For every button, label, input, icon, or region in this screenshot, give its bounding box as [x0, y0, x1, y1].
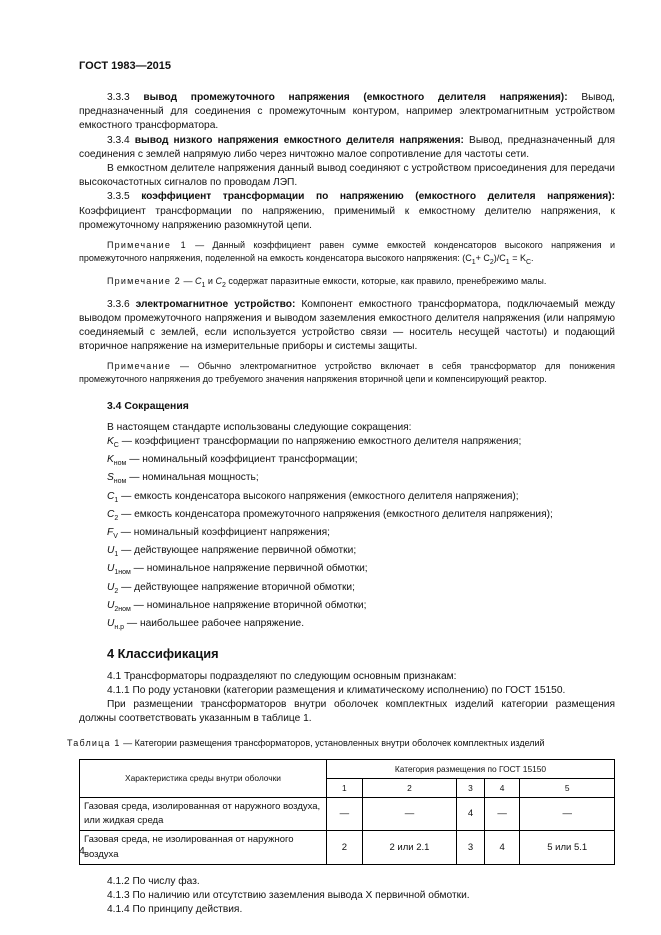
clause-4-1-2: 4.1.2 По числу фаз.: [107, 875, 200, 887]
clause-3-3-4-extra: В емкостном делителе напряжения данный вывод соединяют с устройством присоединения для передачи высокочастотных сигналов по проводам ЛЭП.: [79, 163, 615, 189]
term: коэффициент трансформации по напряжению (емкостного делителя напряжения):: [141, 191, 615, 203]
document-header: ГОСТ 1983—2015: [79, 60, 172, 72]
list-item: $C_2$ — емкость конденсатора промежуточного напряжения (емкостного делителя напряжения);: [107, 508, 553, 522]
clause-4-1-1: 4.1.1 По роду установки (категории размещения и климатическому исполнению) по ГОСТ 15150.: [107, 684, 566, 696]
group-header: Категория размещения по ГОСТ 15150: [327, 759, 615, 778]
clause-4-1-4: 4.1.4 По принципу действия.: [107, 904, 243, 916]
clause-3-3-5: 3.3.5 коэффициент трансформации по напряжению (емкостного делителя напряжения): Коэффициент трансформации по напряжению, применимый к емкостному делителю напряжения, к промежуточному напряжению разомкнутой цепи.: [79, 191, 615, 231]
page-number: 4: [79, 845, 85, 857]
clause-4-1: 4.1 Трансформаторы подразделяют по следующим основным признакам:: [107, 670, 457, 682]
table-row: Газовая среда, не изолированная от наружного воздуха 2 2 или 2.1 3 4 5 или 5.1: [80, 831, 615, 864]
note-2: Примечание 2 — $C_1$ и $C_2$ содержат паразитные емкости, которые, как правило, пренебрежимо малы.: [107, 275, 547, 289]
list-item: $K_C$ — коэффициент трансформации по напряжению емкостного делителя напряжения;: [107, 435, 522, 449]
table-row: Газовая среда, изолированная от наружного воздуха, или жидкая среда — — 4 — —: [80, 798, 615, 831]
page-body: [67, 91, 615, 917]
term: электромагнитное устройство:: [135, 298, 296, 310]
clause-3-3-3: 3.3.3 вывод промежуточного напряжения (емкостного делителя напряжения): Вывод, предназначенный для соединения с промежуточным контуром, например электромагнитным устройством емкостного трансформатора.: [79, 92, 615, 132]
clause-3-3-6: 3.3.6 электромагнитное устройство: Компонент емкостного трансформатора, подключаемый между выводом промежуточного напряжения и выводом заземления емкостного делителя напряжения (или напрямую соединяемый с землей, если используется устройство связи — носитель несущей частоты) и подающий вторичное напряжение на измерительные приборы и системы защиты.: [79, 298, 615, 353]
clause-4-1-3: 4.1.3 По наличию или отсутствию заземления вывода X первичной обмотки.: [107, 890, 470, 902]
list-item: $U_2$ — действующее напряжение вторичной обмотки;: [107, 581, 355, 595]
list-item: $F_V$ — номинальный коэффициент напряжения;: [107, 527, 330, 541]
section-heading-4: 4 Классификация: [107, 646, 219, 662]
column-header: Характеристика среды внутри оболочки: [80, 759, 327, 797]
list-item: $C_1$ — емкость конденсатора высокого напряжения (емкостного делителя напряжения);: [107, 490, 519, 504]
term: вывод промежуточного напряжения (емкостного делителя напряжения):: [143, 92, 568, 103]
term: вывод низкого напряжения емкостного делителя напряжения:: [134, 134, 464, 146]
list-item: $U_1$ — действующее напряжение первичной обмотки;: [107, 545, 357, 559]
list-item: $U_{2ном}$ — номинальное напряжение вторичной обмотки;: [107, 599, 367, 613]
section-heading-3-4: 3.4 Сокращения: [107, 401, 189, 413]
list-item: $U_{1ном}$ — номинальное напряжение первичной обмотки;: [107, 563, 368, 577]
column-header: 5: [520, 778, 615, 797]
abbreviation-list: [107, 435, 615, 636]
note-3-3-6: Примечание — Обычно электромагнитное устройство включает в себя трансформатор для понижения промежуточного напряжения до требуемого значения напряжения вторичной цепи и компенсирующий реактор.: [79, 361, 615, 385]
abbr-intro: В настоящем стандарте использованы следующие сокращения:: [107, 421, 412, 433]
column-header: 3: [457, 778, 485, 797]
clause-4-1-1-extra: При размещении трансформаторов внутри оболочек комплектных изделий категории размещения должны соответствовать указанным в таблице 1.: [79, 699, 615, 725]
column-header: 4: [484, 778, 520, 797]
table-caption: Таблица 1 — Категории размещения трансформаторов, установленных внутри оболочек комплектных изделий: [67, 738, 545, 749]
clause-3-3-4: 3.3.4 вывод низкого напряжения емкостного делителя напряжения: Вывод, предназначенный для соединения с землей напрямую либо через ничтожно малое сопротивление для частоты сети.: [79, 134, 615, 160]
column-header: 2: [362, 778, 456, 797]
column-header: 1: [327, 778, 363, 797]
note-1: Примечание 1 — Данный коэффициент равен сумме емкостей конденсаторов высокого напряжения и промежуточного напряжения, поделенной на емкость конденсатора высокого напряжения: $(C_1+ C_2)/C_1 = K_C$.: [79, 240, 615, 266]
placement-category-table: [79, 759, 615, 865]
list-item: $S_{ном}$ — номинальная мощность;: [107, 472, 259, 486]
list-item: $U_{н.р}$ — наибольшее рабочее напряжение.: [107, 618, 305, 632]
list-item: $K_{ном}$ — номинальный коэффициент трансформации;: [107, 454, 358, 468]
